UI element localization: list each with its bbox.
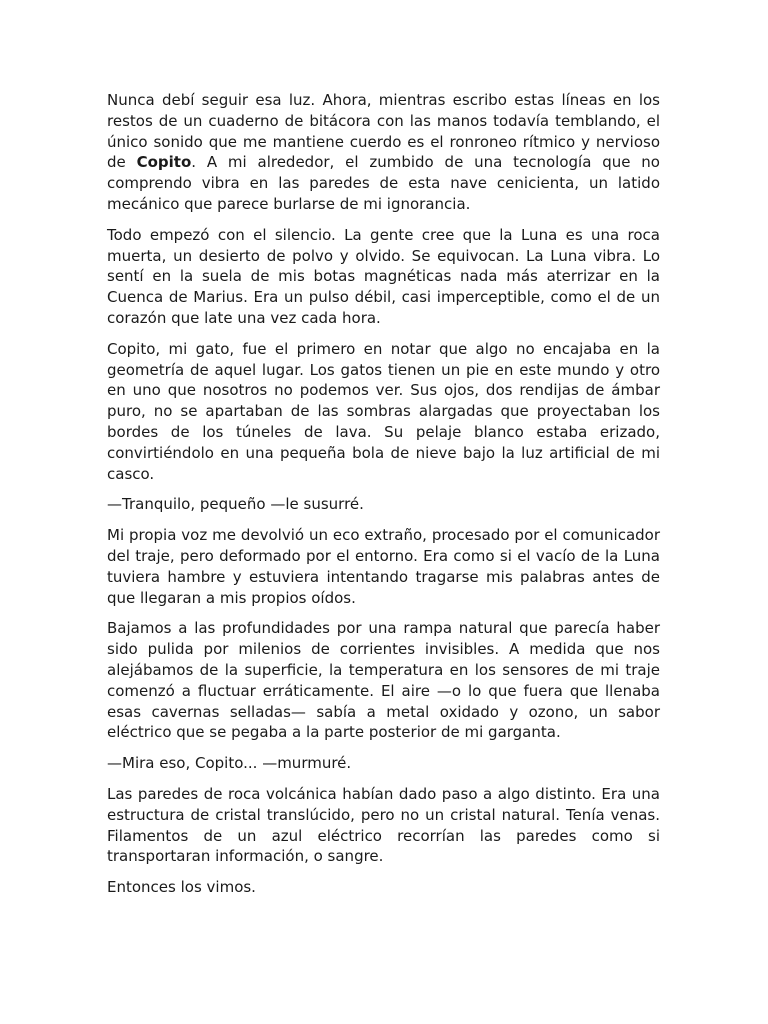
paragraph-9: Entonces los vimos. xyxy=(107,878,256,897)
paragraph-1-end: . A mi alrededor, el zumbido de una tecnología que no comprendo vibra en las paredes de esta nave cenicienta, un latido mecánico que parece burlarse de mi ignorancia. xyxy=(107,153,660,213)
paragraph-1 xyxy=(107,90,660,215)
paragraph-6: Bajamos a las profundidades por una rampa natural que parecía haber sido pulida por milenios de corrientes invisibles. A medida que nos alejábamos de la superficie, la temperatura en los sensores de mi traje comenzó a fluctuar erráticamente. El aire —o lo que fuera que llenaba esas cavernas selladas— sabía a metal oxidado y ozono, un sabor eléctrico que se pegaba a la parte posterior de mi garganta. xyxy=(107,619,660,742)
paragraph-2: Todo empezó con el silencio. La gente cree que la Luna es una roca muerta, un desierto de polvo y olvido. Se equivocan. La Luna vibra. Lo sentí en la suela de mis botas magnéticas nada más aterrizar en la Cuenca de Marius. Era un pulso débil, casi imperceptible, como el de un corazón que late una vez cada hora. xyxy=(107,225,660,327)
paragraph-5: Mi propia voz me devolvió un eco extraño, procesado por el comunicador del traje, pero deformado por el entorno. Era como si el vacío de la Luna tuviera hambre y estuviera intentando tragarse mis palabras antes de que llegaran a mis propios oídos. xyxy=(107,526,660,607)
paragraph-3: Copito, mi gato, fue el primero en notar que algo no encajaba en la geometría de aquel lugar. Los gatos tienen un pie en este mundo y otro en uno que nosotros no podemos ver. Sus ojos, dos rendijas de ámbar puro, no se apartaban de las sombras alargadas que proyectaban los bordes de los túneles de lava. Su pelaje blanco estaba erizado, convirtiéndolo en una pequeña bola de nieve bajo la luz artificial de mi casco. xyxy=(107,339,660,483)
paragraph-7: —Mira eso, Copito... —murmuré. xyxy=(107,754,352,773)
cat-name: Copito xyxy=(136,153,192,172)
paragraph-4: —Tranquilo, pequeño —le susurré. xyxy=(107,495,364,514)
paragraph-8: Las paredes de roca volcánica habían dado paso a algo distinto. Era una estructura de cristal translúcido, pero no un cristal natural. Tenía venas. Filamentos de un azul eléctrico recorrían las paredes como si transportaran información, o sangre. xyxy=(107,784,660,866)
document-body xyxy=(107,90,660,908)
paragraph-1-start: Nunca debí seguir esa luz. Ahora, mientras escribo estas líneas en los restos de un cuaderno de bitácora con las manos todavía temblando, el único sonido que me mantiene cuerdo es el ronroneo rítmico y nervioso de xyxy=(107,91,660,172)
